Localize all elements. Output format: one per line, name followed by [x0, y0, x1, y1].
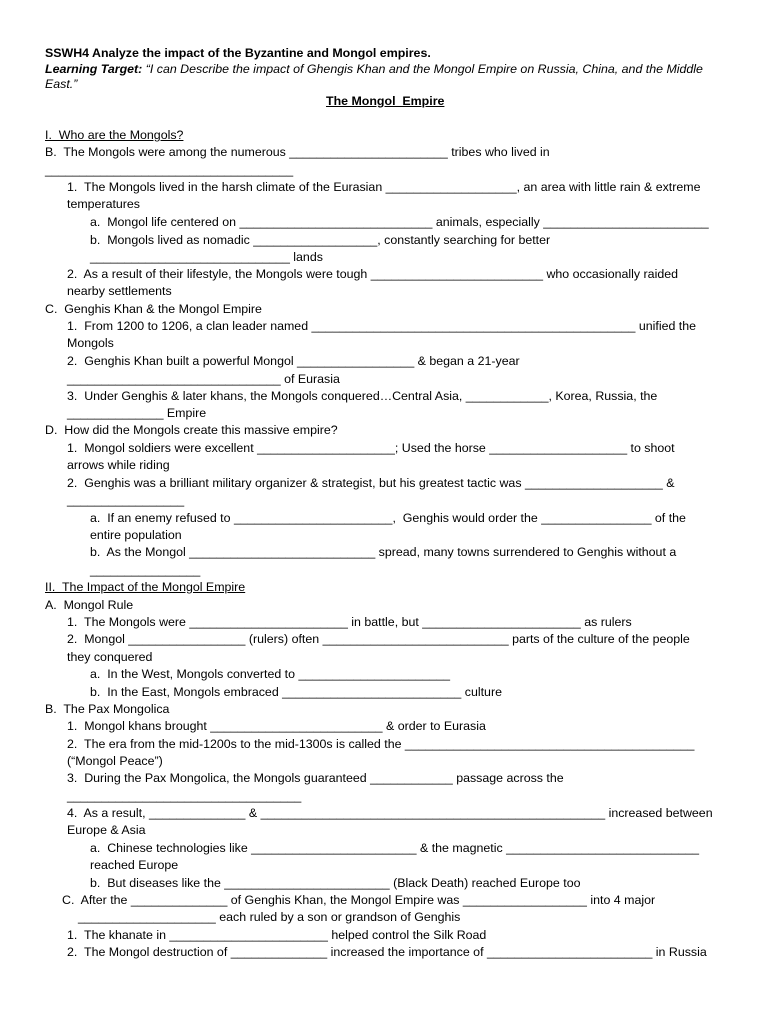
text-line: 1. The khanate in _______________________ helped control the Silk Road — [67, 928, 487, 942]
text-line: (“Mongol Peace”) — [67, 754, 163, 768]
text-line: 3. Under Genghis & later khans, the Mongols conquered…Central Asia, ____________, Korea, Russia, the — [67, 389, 658, 403]
page-title: The Mongol Empire — [326, 94, 445, 108]
text-line: a. If an enemy refused to _______________________, Genghis would order the ________________ of the — [90, 511, 686, 525]
text-line: Mongols — [67, 336, 114, 350]
section-heading-1: I. Who are the Mongols? — [45, 128, 184, 142]
text-line: __________________________________ — [67, 789, 302, 803]
text-line: a. Mongol life centered on ____________________________ animals, especially ________________________ — [90, 215, 709, 229]
learning-target-cont: East.” — [45, 77, 78, 91]
text-line: b. In the East, Mongols embraced __________________________ culture — [90, 685, 502, 699]
text-line: 2. Genghis Khan built a powerful Mongol _________________ & began a 21-year — [67, 354, 520, 368]
text-line: ______________ Empire — [67, 406, 207, 420]
text-line: temperatures — [67, 197, 141, 211]
text-line: B. The Pax Mongolica — [45, 702, 170, 716]
text-line: a. Chinese technologies like ________________________ & the magnetic ____________________________ — [90, 841, 700, 855]
text-line: b. But diseases like the ________________________ (Black Death) reached Europe too — [90, 876, 581, 890]
text-line: C. After the ______________ of Genghis Khan, the Mongol Empire was __________________ into 4 major — [62, 893, 656, 907]
text-line: C. Genghis Khan & the Mongol Empire — [45, 302, 262, 316]
text-line: Europe & Asia — [67, 823, 146, 837]
text-line: ____________________ each ruled by a son or grandson of Genghis — [78, 910, 461, 924]
text-line: entire population — [90, 528, 182, 542]
learning-target-text: “I can Describe the impact of Ghengis Khan and the Mongol Empire on Russia, China, and the Middle — [142, 62, 703, 76]
learning-target-label: Learning Target: — [45, 62, 143, 76]
text-line: 4. As a result, ______________ & __________________________________________________ increased between — [67, 806, 713, 820]
text-line: 1. The Mongols were _______________________ in battle, but _______________________ as rulers — [67, 615, 632, 629]
text-line: 1. From 1200 to 1206, a clan leader named _______________________________________________ unified the — [67, 319, 697, 333]
text-line: A. Mongol Rule — [45, 598, 134, 612]
text-line: B. The Mongols were among the numerous _______________________ tribes who lived in — [45, 145, 550, 159]
text-line: 3. During the Pax Mongolica, the Mongols guaranteed ____________ passage across the — [67, 771, 564, 785]
text-line: _______________________________ of Eurasia — [67, 372, 340, 386]
standard-heading: SSWH4 Analyze the impact of the Byzantine and Mongol empires. — [45, 46, 431, 60]
text-line: a. In the West, Mongols converted to ______________________ — [90, 667, 451, 681]
text-line: arrows while riding — [67, 458, 170, 472]
text-line: ________________ — [90, 563, 201, 577]
text-line: they conquered — [67, 650, 153, 664]
text-line: nearby settlements — [67, 284, 172, 298]
text-line: ____________________________________ — [45, 163, 294, 177]
text-line: b. As the Mongol ___________________________ spread, many towns surrendered to Genghis without a — [90, 545, 677, 559]
learning-target — [45, 61, 703, 77]
text-line: _____________________________ lands — [90, 250, 323, 264]
text-line: 2. The Mongol destruction of ______________ increased the importance of ________________________ in Russia — [67, 945, 707, 959]
text-line: 2. Genghis was a brilliant military organizer & strategist, but his greatest tactic was ____________________ & — [67, 476, 675, 490]
text-line: reached Europe — [90, 858, 179, 872]
text-line: _________________ — [67, 493, 185, 507]
text-line: b. Mongols lived as nomadic __________________, constantly searching for better — [90, 233, 551, 247]
text-line: 2. Mongol _________________ (rulers) often ___________________________ parts of the culture of the people — [67, 632, 690, 646]
text-line: 1. The Mongols lived in the harsh climate of the Eurasian ___________________, an area with little rain & extreme — [67, 180, 701, 194]
section-heading-2: II. The Impact of the Mongol Empire — [45, 580, 246, 594]
text-line: D. How did the Mongols create this massive empire? — [45, 423, 338, 437]
text-line: 2. As a result of their lifestyle, the Mongols were tough _________________________ who occasionally raided — [67, 267, 679, 281]
text-line: 1. Mongol khans brought _________________________ & order to Eurasia — [67, 719, 486, 733]
text-line: 2. The era from the mid-1200s to the mid-1300s is called the __________________________________________ — [67, 737, 695, 751]
text-line: 1. Mongol soldiers were excellent ____________________; Used the horse ____________________ to shoot — [67, 441, 675, 455]
